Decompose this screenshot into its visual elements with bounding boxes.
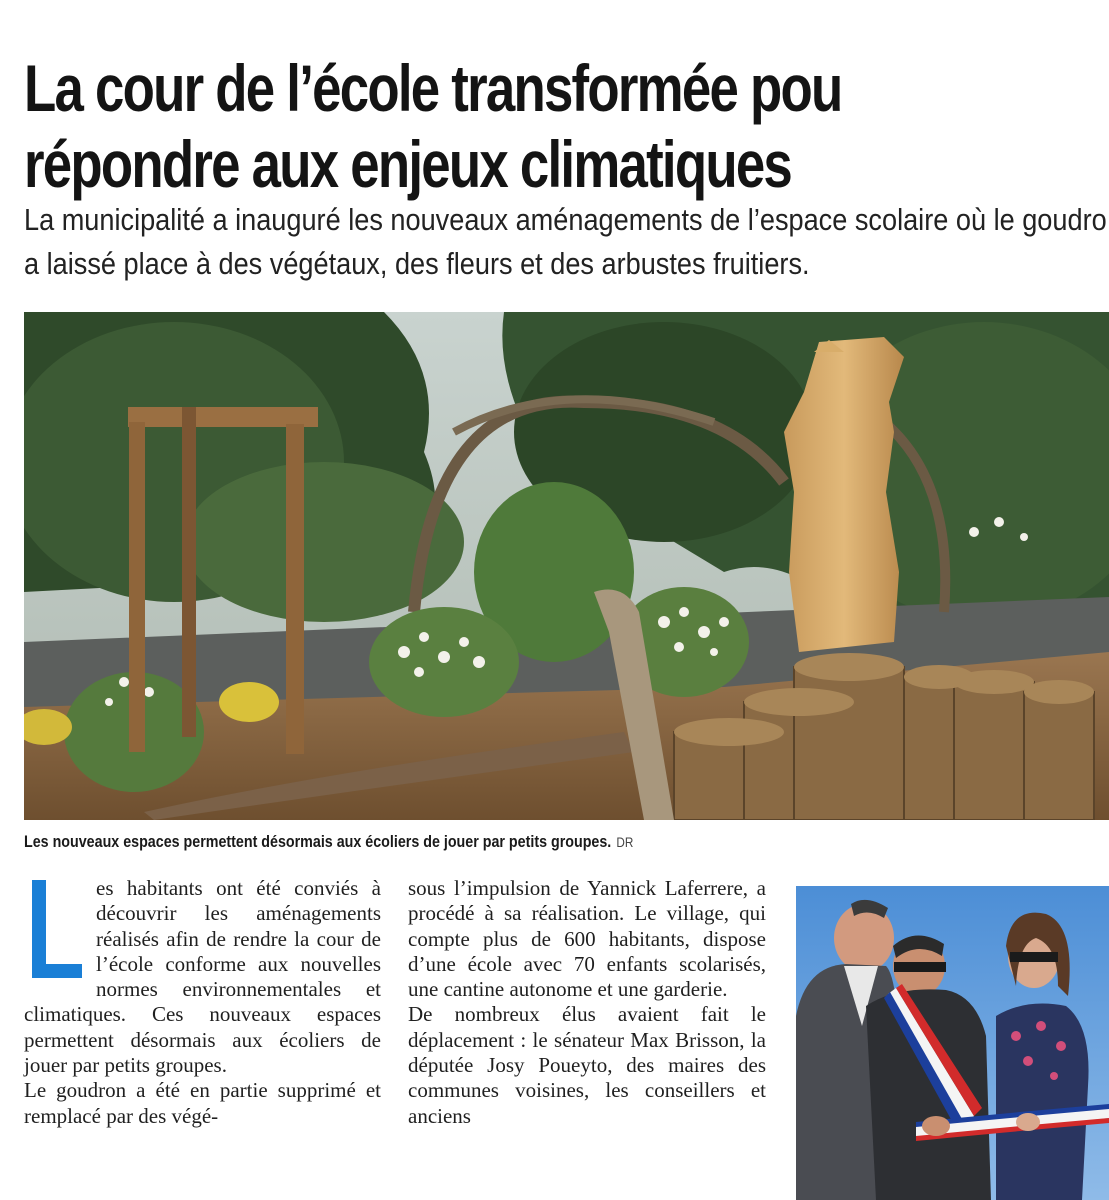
main-photo <box>24 312 1109 820</box>
inauguration-officials-photo <box>796 886 1109 1200</box>
subheadline <box>24 198 1107 286</box>
subheadline-line-2: a laissé place à des végétaux, des fleurs et des arbustes fruitiers. <box>24 246 810 281</box>
article-column-1 <box>24 876 381 1129</box>
column2-paragraph-1: sous l’impulsion de Yannick Laferrere, a procédé à sa réalisation. Le village, qui compte plus de 600 habitants, dispose d’une école avec 70 enfants scolarisés, une cantine autonome et une garderie. <box>408 876 766 1002</box>
photo-caption-text: Les nouveaux espaces permettent désormais aux écoliers de jouer par petits groupes. <box>24 832 612 851</box>
subheadline-line-1: La municipalité a inauguré les nouveaux aménagements de l’espace scolaire où le goudro <box>24 202 1107 237</box>
headline-line-2: répondre aux enjeux climatiques <box>24 127 792 202</box>
schoolyard-garden-photo <box>24 312 1109 820</box>
column2-paragraph-2: De nombreux élus avaient fait le déplacement : le sénateur Max Brisson, la députée Josy Poueyto, des maires des communes voisines, les conseillers et anciens <box>408 1002 766 1128</box>
photo-caption <box>24 830 633 854</box>
photo-credit: DR <box>616 834 634 850</box>
headline-line-1: La cour de l’école transformée pou <box>24 51 842 126</box>
column1-paragraph-1: es habitants ont été conviés à découvrir les aménagements réalisés afin de rendre la cour de l’école conforme aux nouvelles normes environnementales et climatiques. Ces nouveaux espaces permettent désormais aux écoliers de jouer par petits groupes. <box>24 876 381 1078</box>
column1-paragraph-2: Le goudron a été en partie supprimé et remplacé par des végé- <box>24 1078 381 1128</box>
article-column-2 <box>408 876 766 1129</box>
dropcap-letter <box>24 880 82 978</box>
headline <box>24 50 920 202</box>
ribbon-cutting-photo <box>796 886 1109 1200</box>
